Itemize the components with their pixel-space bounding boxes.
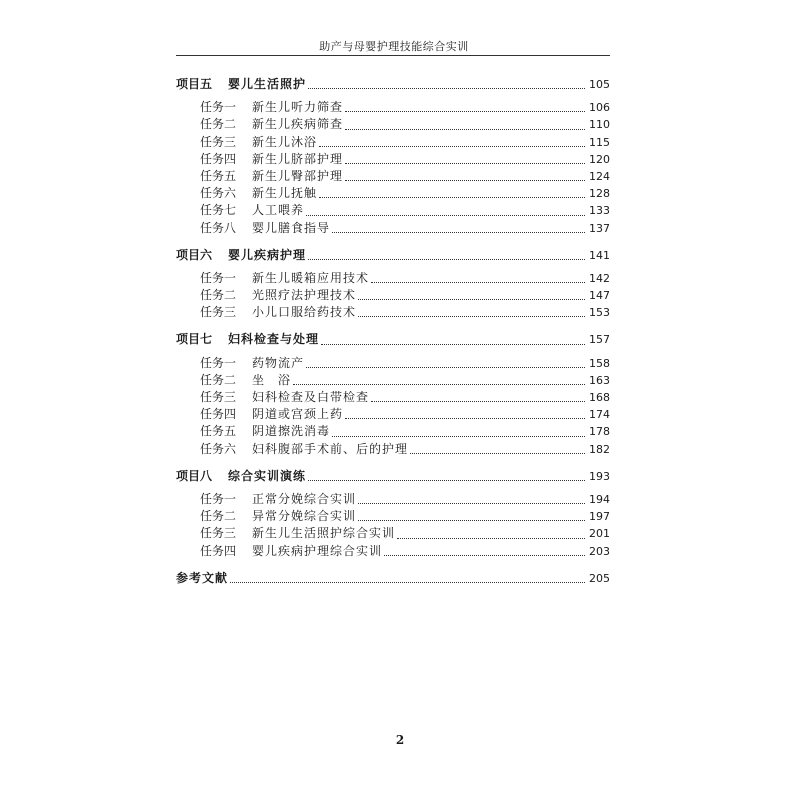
footer-page-number: 2: [395, 733, 405, 747]
dot-leader: [371, 282, 585, 283]
project-number: 项目七: [176, 332, 213, 347]
task-title: 新生儿脐部护理: [252, 151, 344, 166]
dot-leader: [308, 259, 585, 260]
toc-task[interactable]: [176, 491, 610, 508]
task-title: 小儿口服给药技术: [252, 305, 357, 320]
toc-task[interactable]: [176, 202, 610, 219]
toc-project-8[interactable]: [176, 468, 610, 485]
toc-references[interactable]: [176, 570, 610, 587]
task-title: 坐 浴: [252, 372, 292, 387]
project-number: 项目八: [176, 468, 213, 483]
task-title: 正常分娩综合实训: [252, 491, 357, 506]
running-header: 助产与母婴护理技能综合实训: [319, 40, 469, 53]
task-title: 新生儿暖箱应用技术: [252, 270, 370, 285]
task-number: 任务二: [200, 288, 237, 303]
toc-task[interactable]: [176, 116, 610, 133]
dot-leader: [321, 344, 585, 345]
task-number: 任务六: [200, 441, 237, 456]
task-number: 任务五: [200, 424, 237, 439]
project-number: 项目六: [176, 247, 213, 262]
page-number: 110: [589, 118, 610, 132]
toc-task[interactable]: [176, 389, 610, 406]
task-title: 人工喂养: [252, 203, 305, 218]
dot-leader: [332, 232, 585, 233]
task-number: 任务四: [200, 151, 237, 166]
task-number: 任务二: [200, 509, 237, 524]
dot-leader: [319, 146, 585, 147]
header-rule: [176, 55, 610, 56]
task-title: 婴儿膳食指导: [252, 220, 331, 235]
task-title: 新生儿沐浴: [252, 134, 318, 149]
dot-leader: [397, 538, 585, 539]
toc-task[interactable]: [176, 134, 610, 151]
dot-leader: [358, 299, 585, 300]
dot-leader: [358, 503, 585, 504]
task-number: 任务八: [200, 220, 237, 235]
task-title: 婴儿疾病护理综合实训: [252, 543, 383, 558]
page-number: 142: [589, 271, 610, 285]
dot-leader: [293, 384, 585, 385]
task-title: 妇科腹部手术前、后的护理: [252, 441, 409, 456]
task-title: 阴道或宫颈上药: [252, 407, 344, 422]
page-number: 105: [589, 78, 610, 91]
task-number: 任务一: [200, 491, 237, 506]
page-number: 147: [589, 289, 610, 303]
page-number: 163: [589, 373, 610, 387]
dot-leader: [371, 401, 585, 402]
toc-task[interactable]: [176, 406, 610, 423]
task-number: 任务二: [200, 117, 237, 132]
toc-project-7[interactable]: [176, 331, 610, 348]
project-number: 项目五: [176, 77, 213, 91]
toc-project-6[interactable]: [176, 247, 610, 264]
task-number: 任务三: [200, 134, 237, 149]
dot-leader: [345, 111, 585, 112]
toc-task[interactable]: [176, 525, 610, 542]
toc-task[interactable]: [176, 304, 610, 321]
toc-task[interactable]: [176, 99, 610, 116]
dot-leader: [384, 555, 585, 556]
task-title: 妇科检查及白带检查: [252, 390, 370, 404]
dot-leader: [306, 215, 585, 216]
toc-task[interactable]: [176, 508, 610, 525]
page-number: 141: [589, 248, 610, 262]
dot-leader: [345, 180, 585, 181]
page-number: 153: [589, 306, 610, 320]
page-number: 157: [589, 333, 610, 347]
toc-task[interactable]: [176, 220, 610, 237]
references-title: 参考文献: [176, 570, 229, 585]
page-number: 133: [589, 204, 610, 218]
page-number: 205: [589, 571, 610, 585]
task-number: 任务五: [200, 168, 237, 183]
task-title: 异常分娩综合实训: [252, 509, 357, 524]
page-number: 158: [589, 356, 610, 370]
task-number: 任务三: [200, 390, 237, 404]
task-title: 新生儿疾病筛查: [252, 117, 344, 132]
task-number: 任务四: [200, 407, 237, 422]
task-number: 任务六: [200, 186, 237, 201]
dot-leader: [345, 163, 585, 164]
page-number: 194: [589, 492, 610, 506]
task-number: 任务四: [200, 543, 237, 558]
dot-leader: [308, 88, 585, 89]
page-number: 182: [589, 442, 610, 456]
table-of-contents: [176, 76, 610, 587]
task-number: 任务三: [200, 526, 237, 541]
task-number: 任务二: [200, 372, 237, 387]
task-title: 阴道擦洗消毒: [252, 424, 331, 439]
dot-leader: [308, 480, 585, 481]
page-number: 168: [589, 391, 610, 404]
project-title: 妇科检查与处理: [228, 332, 320, 347]
project-title: 婴儿疾病护理: [228, 247, 307, 262]
page-number: 124: [589, 169, 610, 183]
task-title: 新生儿抚触: [252, 186, 318, 201]
toc-task[interactable]: [176, 151, 610, 168]
toc-project-5[interactable]: [176, 76, 610, 93]
task-title: 光照疗法护理技术: [252, 288, 357, 303]
page-number: 203: [589, 544, 610, 558]
task-title: 药物流产: [252, 355, 305, 370]
page-number: 193: [589, 469, 610, 483]
task-number: 任务一: [200, 355, 237, 370]
toc-task[interactable]: [176, 185, 610, 202]
dot-leader: [358, 520, 585, 521]
toc-task[interactable]: [176, 168, 610, 185]
page-number: 128: [589, 187, 610, 201]
project-title: 综合实训演练: [228, 468, 307, 483]
page-number: 201: [589, 527, 610, 541]
page-number: 178: [589, 425, 610, 439]
toc-task[interactable]: [176, 355, 610, 372]
toc-task[interactable]: [176, 441, 610, 458]
page-number: 174: [589, 408, 610, 422]
task-number: 任务三: [200, 305, 237, 320]
task-title: 新生儿臀部护理: [252, 168, 344, 183]
page-number: 120: [589, 152, 610, 166]
toc-task[interactable]: [176, 543, 610, 560]
task-number: 任务一: [200, 100, 237, 115]
task-title: 新生儿听力筛查: [252, 100, 344, 115]
page-number: 137: [589, 221, 610, 235]
toc-task[interactable]: [176, 287, 610, 304]
toc-task[interactable]: [176, 423, 610, 440]
dot-leader: [345, 129, 585, 130]
dot-leader: [230, 582, 585, 583]
page-number: 115: [589, 135, 610, 149]
dot-leader: [358, 316, 585, 317]
task-number: 任务一: [200, 270, 237, 285]
task-number: 任务七: [200, 203, 237, 218]
task-title: 新生儿生活照护综合实训: [252, 526, 396, 541]
project-title: 婴儿生活照护: [228, 77, 307, 91]
dot-leader: [332, 436, 585, 437]
toc-task[interactable]: [176, 372, 610, 389]
toc-task[interactable]: [176, 270, 610, 287]
dot-leader: [345, 418, 585, 419]
dot-leader: [319, 197, 585, 198]
dot-leader: [410, 453, 585, 454]
page-number: 106: [589, 101, 610, 115]
page-number: 197: [589, 510, 610, 524]
dot-leader: [306, 367, 585, 368]
